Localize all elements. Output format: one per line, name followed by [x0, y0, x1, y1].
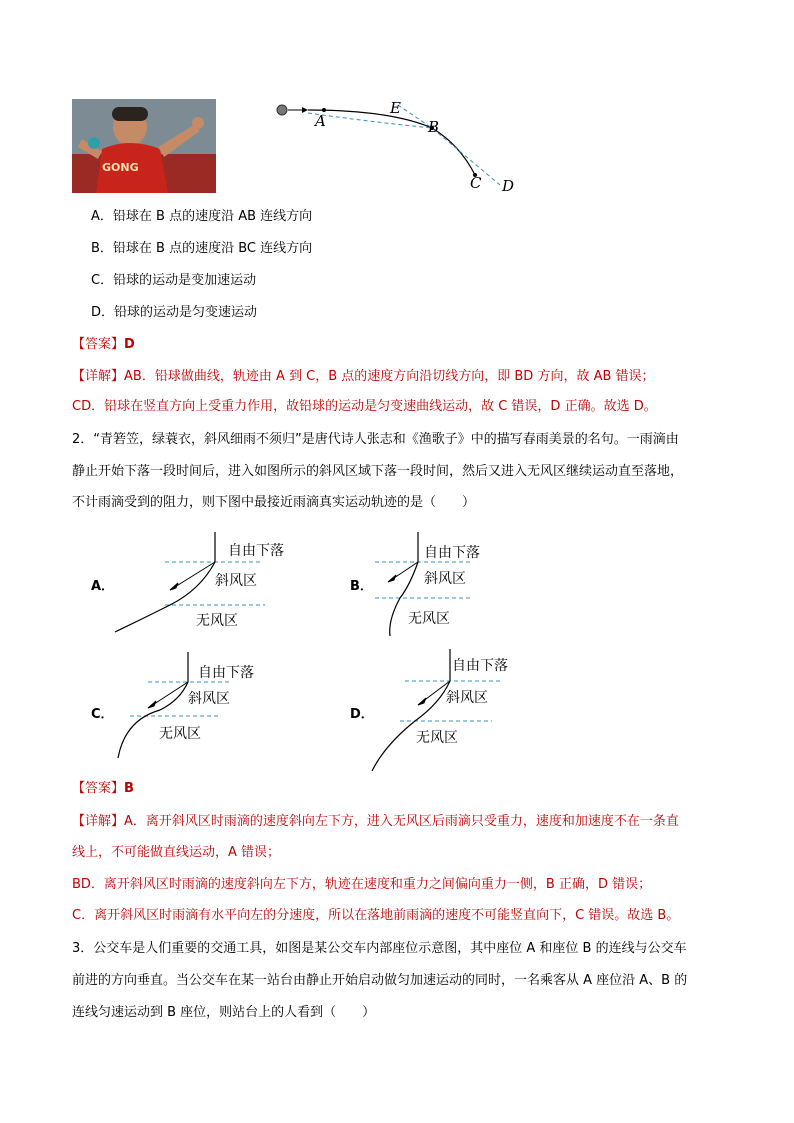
point-label-d: D — [502, 177, 515, 195]
diagram-a-free-fall-label: 自由下落 — [228, 543, 284, 559]
diagram-a-no-wind-label: 无风区 — [196, 613, 238, 629]
diagram-d-free-fall-label: 自由下落 — [452, 658, 508, 674]
answer-value: D — [124, 337, 135, 352]
diagram-b-slant-wind-label: 斜风区 — [424, 571, 466, 587]
q2-answer — [72, 780, 134, 798]
detail-text: A．离开斜风区时雨滴的速度斜向左下方，进入无风区后雨滴只受重力，速度和加速度不在一条直 — [124, 814, 679, 829]
q2-stem-line-1: 2．“青箬笠，绿蓑衣，斜风细雨不须归”是唐代诗人张志和《渔歌子》中的描写春雨美景的名句。一雨滴由 — [72, 432, 679, 447]
diagram-b-letter: B． — [350, 579, 373, 594]
photo-bib-text: GONG — [102, 161, 139, 174]
point-label-a: A — [315, 112, 326, 130]
q1-option-b: B．铅球在 B 点的速度沿 BC 连线方向 — [91, 241, 313, 256]
point-label-e: E — [390, 99, 401, 117]
q3-stem-line-2: 前进的方向垂直。当公交车在某一站台由静止开始启动做匀加速运动的同时，一名乘客从 A 座位沿 A、B 的 — [72, 973, 688, 988]
q3-stem-line-3: 连线匀速运动到 B 座位，则站台上的人看到（ ） — [72, 1005, 376, 1020]
answer-tag: 【答案】 — [72, 781, 125, 796]
diagram-a-letter: A． — [91, 579, 115, 594]
q2-detail-line-1 — [72, 813, 679, 831]
diagram-c-no-wind-label: 无风区 — [159, 726, 201, 742]
point-label-b: B — [428, 118, 440, 136]
q2-stem-line-3: 不计雨滴受到的阻力，则下图中最接近雨滴真实运动轨迹的是（ ） — [72, 495, 476, 510]
detail-text: AB．铅球做曲线，轨迹由 A 到 C，B 点的速度方向沿切线方向，即 BD 方向，故 AB 错误； — [124, 369, 655, 384]
q1-option-c: C．铅球的运动是变加速运动 — [91, 273, 257, 288]
diagram-b-no-wind-label: 无风区 — [408, 611, 450, 627]
shot-put-photo — [72, 99, 216, 193]
diagram-c-slant-wind-label: 斜风区 — [188, 691, 230, 707]
q1-answer — [72, 336, 135, 354]
q2-detail-line-2: 线上，不可能做直线运动，A 错误； — [72, 845, 281, 860]
q1-detail-line-2: CD．铅球在竖直方向上受重力作用，故铅球的运动是匀变速曲线运动，故 C 错误，D 正确。故选 D。 — [72, 399, 657, 414]
answer-value: B — [124, 781, 134, 796]
detail-tag: 【详解】 — [72, 369, 125, 384]
diagram-c-free-fall-label: 自由下落 — [198, 665, 254, 681]
diagram-d-no-wind-label: 无风区 — [416, 730, 458, 746]
diagram-c-letter: C． — [91, 707, 114, 722]
q1-option-a: A．铅球在 B 点的速度沿 AB 连线方向 — [91, 209, 313, 224]
q1-detail-line-1 — [72, 368, 655, 386]
diagram-a-slant-wind-label: 斜风区 — [215, 573, 257, 589]
diagram-d-slant-wind-label: 斜风区 — [446, 690, 488, 706]
answer-tag: 【答案】 — [72, 337, 125, 352]
q2-detail-line-4: C．离开斜风区时雨滴有水平向左的分速度，所以在落地前雨滴的速度不可能竖直向下，C 错误。故选 B。 — [72, 908, 680, 923]
q2-stem-line-2: 静止开始下落一段时间后，进入如图所示的斜风区域下落一段时间，然后又进入无风区继续运动直至落地， — [72, 464, 684, 479]
point-label-c: C — [470, 174, 482, 192]
diagram-b-free-fall-label: 自由下落 — [424, 545, 480, 561]
q1-option-d: D．铅球的运动是匀变速运动 — [91, 305, 258, 320]
detail-tag: 【详解】 — [72, 814, 125, 829]
diagram-d-letter: D． — [350, 707, 374, 722]
q3-stem-line-1: 3．公交车是人们重要的交通工具，如图是某公交车内部座位示意图，其中座位 A 和座位 B 的连线与公交车 — [72, 941, 687, 956]
q2-detail-line-3: BD．离开斜风区时雨滴的速度斜向左下方，轨迹在速度和重力之间偏向重力一侧，B 正确，D 错误； — [72, 877, 652, 892]
